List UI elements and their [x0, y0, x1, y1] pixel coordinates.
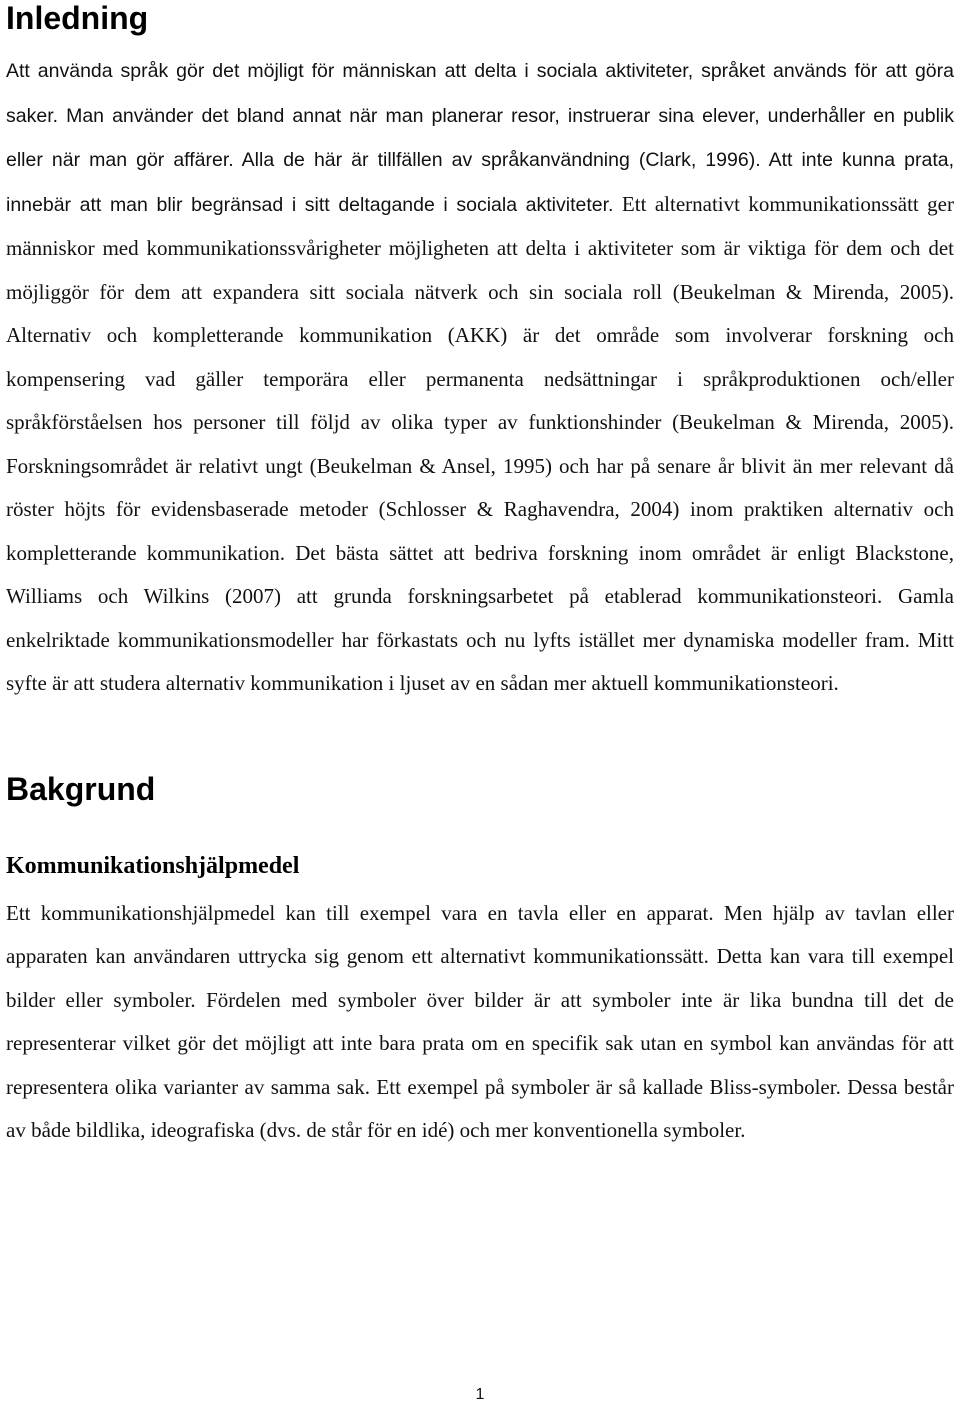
intro-text-serif: Ett alternativt kommunikationssätt ger människor med kommunikationssvårigheter möjligheten att delta i aktiviteter som är viktiga för dem och det möjliggör för dem att expandera sitt sociala nätverk och sin sociala roll (Beukelman & Mirenda, 2005). Alternativ och kompletterande kommunikation (AKK) är det område som involverar forskning och kompensering vad gäller temporära eller permanenta nedsättningar i språkproduktionen och/eller språkförståelsen hos personer till följd av olika typer av funktionshinder (Beukelman & Mirenda, 2005). Forskningsområdet är relativt ungt (Beukelman & Ansel, 1995) och har på senare år blivit än mer relevant då röster höjts för evidensbaserade metoder (Schlosser & Raghavendra, 2004) inom praktiken alternativ och kompletterande kommunikation. Det bästa sättet att bedriva forskning inom området är enligt Blackstone, Williams och Wilkins (2007) att grunda forskningsarbetet på etablerad kommunikationsteori. Gamla enkelriktade kommunikationsmodeller har förkastats och nu lyfts istället mer dynamiska modeller fram. Mitt syfte är att studera alternativ kommunikation i ljuset av en sådan mer aktuell kommunikationsteori. — [6, 191, 954, 695]
heading-inledning: Inledning — [6, 0, 149, 36]
page-number: 1 — [475, 1386, 485, 1403]
heading-bakgrund: Bakgrund — [6, 770, 156, 807]
subheading-kommunikationshjalpmedel: Kommunikationshjälpmedel — [6, 852, 300, 879]
paragraph-background: Ett kommunikationshjälpmedel kan till exempel vara en tavla eller en apparat. Men hjälp av tavlan eller apparaten kan användaren uttrycka sig genom ett alternativt kommunikationssätt. Detta kan vara till exempel bilder eller symboler. Fördelen med symboler över bilder är att symboler inte är lika bundna till det de representerar vilket gör det möjligt att inte bara prata om en specifik sak utan en symbol kan användas för att representera olika varianter av samma sak. Ett exempel på symboler är så kallade Bliss-symboler. Dessa består av både bildlika, ideografiska (dvs. de står för en idé) och mer konventionella symboler. — [6, 900, 954, 1142]
paragraph-introduction — [6, 49, 954, 706]
intro-text-sans: Att använda språk gör det möjligt för människan att delta i sociala aktiviteter, språket används för att göra saker. Man använder det bland annat när man planerar resor, instruerar sina elever, underhåller en publik eller när man gör affärer. Alla de här är tillfällen av språkanvändning (Clark, 1996). Att inte kunna prata, innebär att man blir begränsad i sitt deltagande i sociala aktiviteter. — [6, 60, 954, 216]
document-page — [6, 0, 954, 1153]
